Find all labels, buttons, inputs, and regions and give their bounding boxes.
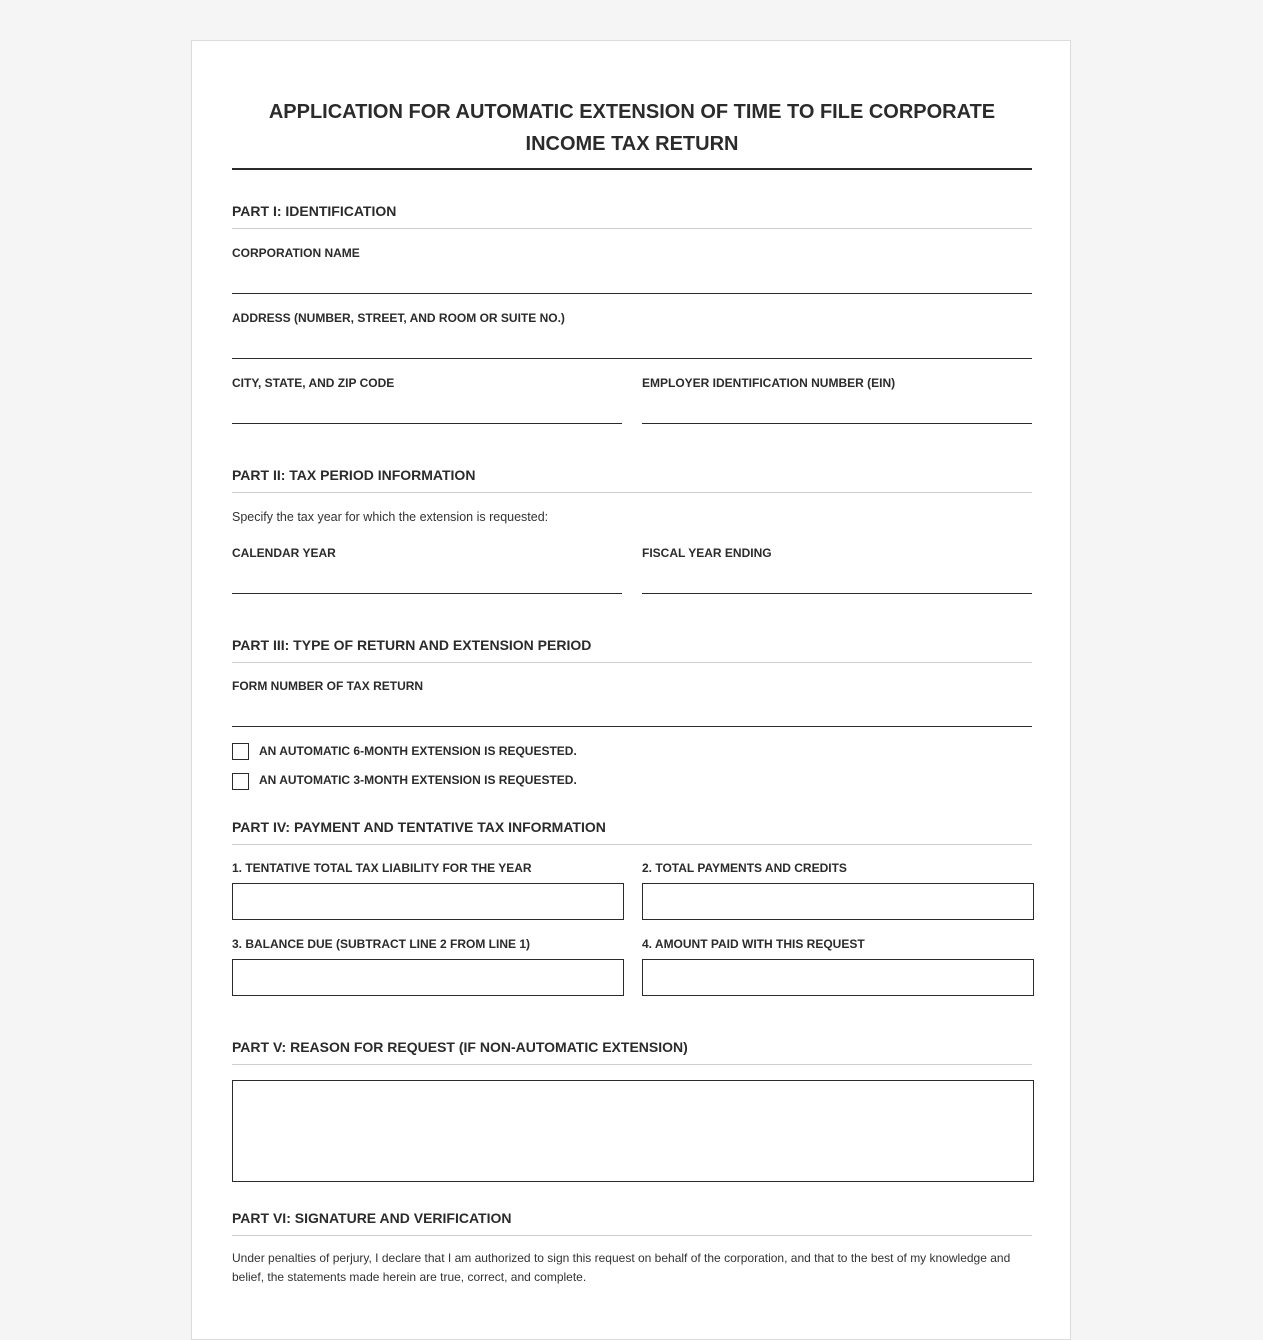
line4-label: 4. AMOUNT PAID WITH THIS REQUEST bbox=[642, 937, 865, 951]
perjury-declaration bbox=[232, 1249, 1032, 1287]
form-title bbox=[232, 96, 1032, 160]
calendar-year-field[interactable] bbox=[232, 593, 622, 594]
extension-6month-checkbox[interactable] bbox=[232, 743, 249, 760]
address-label: ADDRESS (NUMBER, STREET, AND ROOM OR SUITE NO.) bbox=[232, 311, 565, 325]
corporation-name-label: CORPORATION NAME bbox=[232, 246, 360, 260]
ein-label: EMPLOYER IDENTIFICATION NUMBER (EIN) bbox=[642, 376, 896, 390]
perjury-declaration-line2: belief, the statements made herein are true, correct, and complete. bbox=[232, 1270, 587, 1284]
part3-heading: PART III: TYPE OF RETURN AND EXTENSION PERIOD bbox=[232, 636, 1032, 663]
line2-payments-credits-input[interactable] bbox=[642, 883, 1034, 920]
part2-heading: PART II: TAX PERIOD INFORMATION bbox=[232, 466, 1032, 493]
form-title-line2: INCOME TAX RETURN bbox=[525, 133, 739, 155]
perjury-declaration-line1: Under penalties of perjury, I declare that I am authorized to sign this request on behalf of the corporation, and that to the best of my knowledge and bbox=[232, 1251, 1011, 1265]
reason-for-request-textarea[interactable] bbox=[232, 1080, 1034, 1182]
line4-amount-paid-input[interactable] bbox=[642, 959, 1034, 996]
fiscal-year-ending-field[interactable] bbox=[642, 593, 1032, 594]
title-divider bbox=[232, 168, 1032, 170]
part1-heading: PART I: IDENTIFICATION bbox=[232, 202, 1032, 229]
form-number-label: FORM NUMBER OF TAX RETURN bbox=[232, 679, 424, 693]
line2-label: 2. TOTAL PAYMENTS AND CREDITS bbox=[642, 861, 847, 875]
city-state-zip-label: CITY, STATE, AND ZIP CODE bbox=[232, 376, 395, 390]
extension-3month-checkbox[interactable] bbox=[232, 773, 249, 790]
line3-label: 3. BALANCE DUE (SUBTRACT LINE 2 FROM LINE 1) bbox=[232, 937, 531, 951]
tax-year-instruction: Specify the tax year for which the extension is requested: bbox=[232, 510, 549, 524]
part6-heading: PART VI: SIGNATURE AND VERIFICATION bbox=[232, 1209, 1032, 1236]
form-number-field[interactable] bbox=[232, 726, 1032, 727]
part5-heading: PART V: REASON FOR REQUEST (IF NON-AUTOMATIC EXTENSION) bbox=[232, 1038, 1032, 1065]
line3-balance-due-input[interactable] bbox=[232, 959, 624, 996]
address-field[interactable] bbox=[232, 358, 1032, 359]
form-title-line1: APPLICATION FOR AUTOMATIC EXTENSION OF TIME TO FILE CORPORATE bbox=[268, 101, 996, 123]
extension-3month-label: AN AUTOMATIC 3-MONTH EXTENSION IS REQUESTED. bbox=[259, 773, 577, 787]
line1-tax-liability-input[interactable] bbox=[232, 883, 624, 920]
ein-field[interactable] bbox=[642, 423, 1032, 424]
extension-6month-label: AN AUTOMATIC 6-MONTH EXTENSION IS REQUESTED. bbox=[259, 744, 577, 758]
form-page bbox=[191, 40, 1071, 1340]
line1-label: 1. TENTATIVE TOTAL TAX LIABILITY FOR THE YEAR bbox=[232, 861, 532, 875]
fiscal-year-ending-label: FISCAL YEAR ENDING bbox=[642, 546, 772, 560]
part4-heading: PART IV: PAYMENT AND TENTATIVE TAX INFORMATION bbox=[232, 818, 1032, 845]
corporation-name-field[interactable] bbox=[232, 293, 1032, 294]
city-state-zip-field[interactable] bbox=[232, 423, 622, 424]
calendar-year-label: CALENDAR YEAR bbox=[232, 546, 336, 560]
